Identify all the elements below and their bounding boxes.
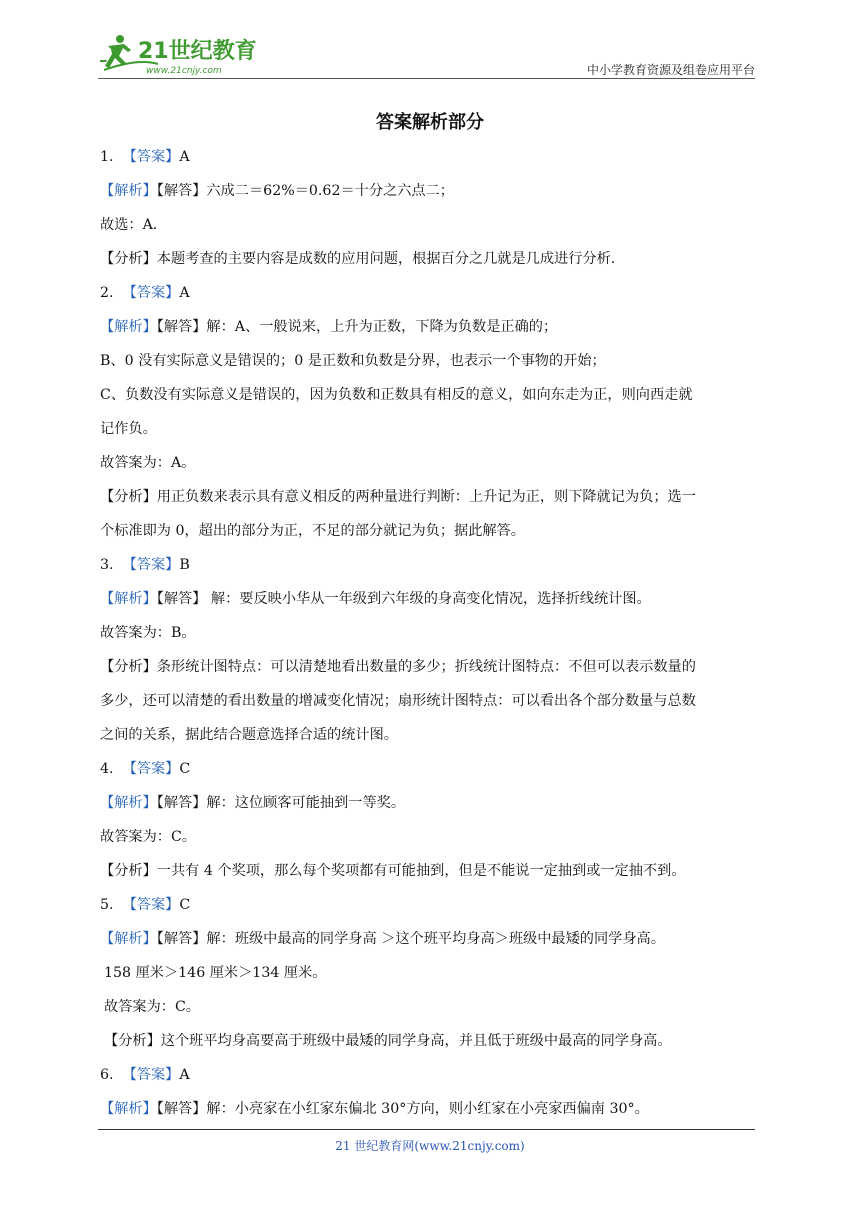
question-number: 2. [100, 285, 123, 301]
logo-text: 21世纪教育 [138, 39, 257, 64]
text-line [100, 794, 405, 812]
line-text: 【解答】解：小亮家在小红家东偏北 30°方向，则小红家在小亮家西偏南 30°。 [156, 1101, 649, 1117]
page-header [98, 30, 755, 80]
line-text: 个标准即为 0，超出的部分为正，不足的部分就记为负；据此解答。 [100, 523, 525, 539]
footer-divider [98, 1129, 755, 1130]
line-text: 【解答】解：班级中最高的同学身高 ＞这个班平均身高＞班级中最矮的同学身高。 [156, 931, 665, 947]
line-text: 【解答】 解：要反映小华从一年级到六年级的身高变化情况，选择折线统计图。 [156, 591, 651, 607]
text-line [100, 862, 686, 880]
line-text: C [179, 897, 191, 913]
text-line [100, 760, 190, 778]
text-line [100, 726, 398, 744]
line-text: A [179, 285, 190, 301]
section-tag: 【解析】 [100, 591, 157, 607]
section-tag: 【答案】 [122, 557, 180, 573]
page-footer: 21 世纪教育网(www.21cnjy.com) [335, 1139, 525, 1153]
text-line [100, 318, 557, 336]
text-line [100, 896, 190, 914]
line-text: 故选：A. [100, 217, 158, 233]
section-tag: 【解析】 [100, 795, 157, 811]
text-line [100, 1100, 649, 1118]
line-text: 【分析】条形统计图特点：可以清楚地看出数量的多少；折线统计图特点：不但可以表示数量的 [100, 659, 696, 675]
text-line [100, 148, 190, 166]
line-text: 故答案为：A。 [100, 455, 196, 471]
line-text: 故答案为：C。 [100, 829, 196, 845]
text-line [104, 998, 200, 1016]
site-logo [98, 30, 263, 80]
section-tag: 【答案】 [122, 1067, 180, 1083]
section-tag: 【答案】 [122, 285, 180, 301]
section-tag: 【解析】 [100, 931, 157, 947]
text-line [100, 216, 157, 234]
question-number: 5. [100, 897, 123, 913]
text-line [104, 964, 326, 982]
line-text: B [179, 557, 190, 573]
line-text: A [179, 149, 190, 165]
line-text: 【解答】解：这位顾客可能抽到一等奖。 [156, 795, 406, 811]
logo-url: www.21cnjy.com [146, 66, 222, 76]
line-text: 故答案为：C。 [104, 999, 200, 1015]
header-platform-text: 中小学教育资源及组卷应用平台 [586, 63, 755, 77]
text-line [100, 556, 190, 574]
line-text: 【分析】这个班平均身高要高于班级中最矮的同学身高，并且低于班级中最高的同学身高。 [104, 1033, 672, 1049]
line-text: A [179, 1067, 190, 1083]
text-line [100, 692, 696, 710]
section-tag: 【解析】 [100, 319, 157, 335]
line-text: 之间的关系，据此结合题意选择合适的统计图。 [100, 727, 398, 743]
line-text: C [179, 761, 191, 777]
text-line [100, 590, 651, 608]
section-tag: 【答案】 [122, 149, 180, 165]
page-title: 答案解析部分 [376, 112, 484, 133]
text-line [100, 1066, 190, 1084]
line-text: 多少，还可以清楚的看出数量的增减变化情况；扇形统计图特点：可以看出各个部分数量与总数 [100, 693, 696, 709]
line-text: 【解答】解：A、一般说来，上升为正数，下降为负数是正确的； [156, 319, 558, 335]
text-line [100, 624, 196, 642]
question-number: 1. [100, 149, 123, 165]
line-text: 【分析】用正负数来表示具有意义相反的两种量进行判断：上升记为正，则下降就记为负；选一 [100, 489, 696, 505]
line-text: 158 厘米＞146 厘米＞134 厘米。 [104, 965, 327, 981]
text-line [100, 352, 606, 370]
text-line [100, 386, 693, 404]
text-line [104, 1032, 672, 1050]
text-line [100, 284, 190, 302]
question-number: 3. [100, 557, 123, 573]
section-tag: 【答案】 [122, 761, 180, 777]
text-line [100, 182, 454, 200]
header-divider [98, 78, 755, 79]
section-tag: 【解析】 [100, 1101, 157, 1117]
text-line [100, 658, 696, 676]
text-line [100, 930, 665, 948]
text-line [100, 828, 196, 846]
text-line [100, 522, 525, 540]
line-text: 记作负。 [100, 421, 157, 437]
line-text: 【解答】六成二＝62%＝0.62＝十分之六点二； [156, 183, 454, 199]
line-text: 【分析】本题考查的主要内容是成数的应用问题，根据百分之几就是几成进行分析. [100, 251, 616, 267]
question-number: 4. [100, 761, 123, 777]
text-line [100, 454, 195, 472]
section-tag: 【答案】 [122, 897, 180, 913]
text-line [100, 420, 157, 438]
line-text: 【分析】一共有 4 个奖项，那么每个奖项都有可能抽到，但是不能说一定抽到或一定抽不到。 [100, 863, 686, 879]
section-tag: 【解析】 [100, 183, 157, 199]
text-line [100, 250, 615, 268]
text-line [100, 488, 696, 506]
line-text: C、负数没有实际意义是错误的，因为负数和正数具有相反的意义，如向东走为正，则向西走就 [100, 387, 693, 403]
line-text: 故答案为：B。 [100, 625, 196, 641]
line-text: B、0 没有实际意义是错误的；0 是正数和负数是分界，也表示一个事物的开始； [100, 353, 606, 369]
question-number: 6. [100, 1067, 123, 1083]
